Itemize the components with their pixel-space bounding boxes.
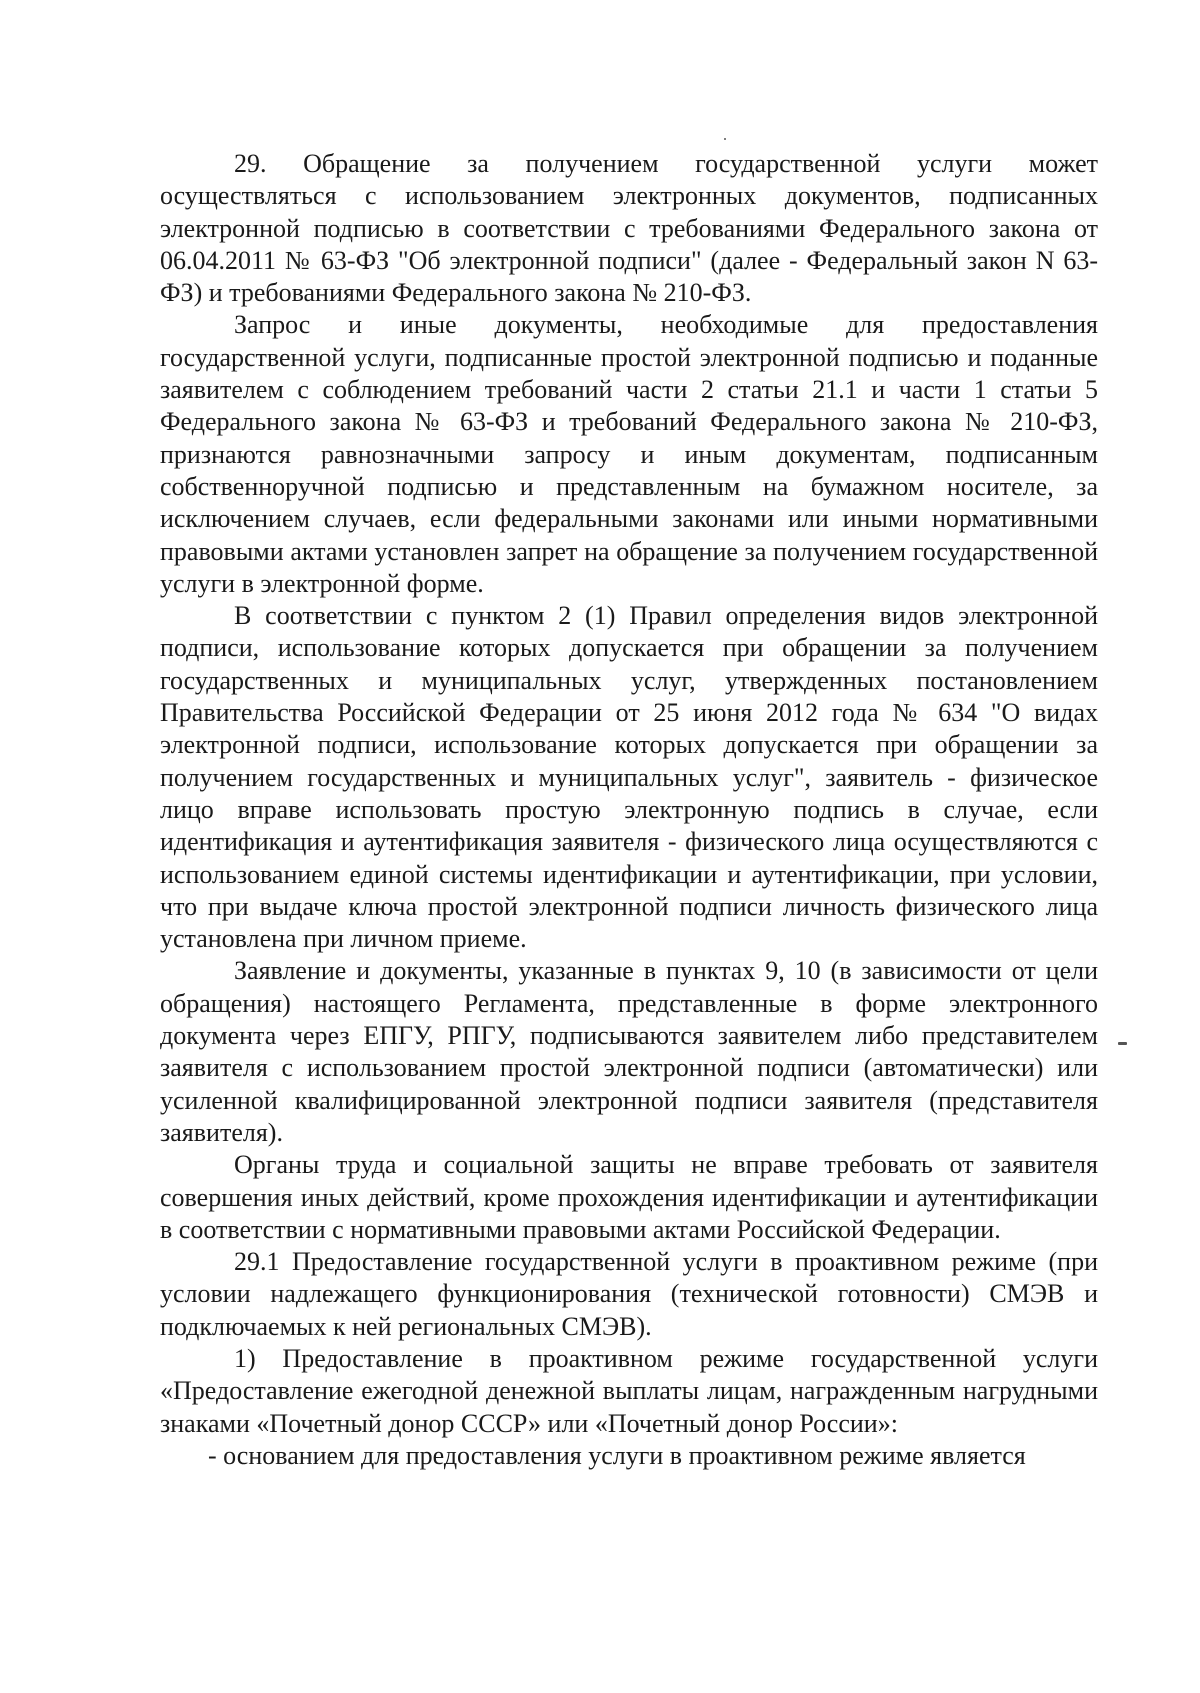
paragraph-application-signing: Заявление и документы, указанные в пунктах 9, 10 (в зависимости от цели обращения) настоящего Регламента, представленные в форме электронного документа через ЕПГУ, РПГУ, подписываются заявителем либо представителем заявителя с использованием простой электронной подписи (автоматически) или усиленной квалифицированной электронной подписи заявителя (представителя заявителя). bbox=[160, 956, 1098, 1147]
paragraph-request-documents: Запрос и иные документы, необходимые для предоставления государственной услуги, подписанные простой электронной подписью и поданные заявителем с соблюдением требований части 2 статьи 21.1 и части 1 статьи 5 Федерального закона № 63-ФЗ и требований Федерального закона № 210-ФЗ, признаются равнозначными запросу и иным документам, подписанным собственноручной подписью и представленным на бумажном носителе, за исключением случаев, если федеральными законами или иными нормативными правовыми актами установлен запрет на обращение за получением государственной услуги в электронной форме. bbox=[160, 310, 1098, 598]
paragraph-authorities-restriction: Органы труда и социальной защиты не вправе требовать от заявителя совершения иных действий, кроме прохождения идентификации и аутентификации в соответствии с нормативными правовыми актами Российской Федерации. bbox=[160, 1150, 1098, 1244]
document-body bbox=[160, 148, 1098, 1472]
paragraph-electronic-signature-rules: В соответствии с пунктом 2 (1) Правил определения видов электронной подписи, использование которых допускается при обращении за получением государственных и муниципальных услуг, утвержденных постановлением Правительства Российской Федерации от 25 июня 2012 года № 634 "О видах электронной подписи, использование которых допускается при обращении за получением государственных и муниципальных услуг", заявитель - физическое лицо вправе использовать простую электронную подпись в случае, если идентификация и аутентификация заявителя - физического лица осуществляются с использованием единой системы идентификации и аутентификации, при условии, что при выдаче ключа простой электронной подписи личность физического лица установлена при личном приеме. bbox=[160, 601, 1098, 954]
paragraph-29: 29. Обращение за получением государственной услуги может осуществляться с использованием электронных документов, подписанных электронной подписью в соответствии с требованиями Федерального закона от 06.04.2011 № 63-ФЗ "Об электронной подписи" (далее - Федеральный закон N 63-ФЗ) и требованиями Федерального закона № 210-ФЗ. bbox=[160, 149, 1098, 308]
paragraph-proactive-basis: - основанием для предоставления услуги в проактивном режиме является bbox=[208, 1440, 1026, 1470]
paragraph-29-1: 29.1 Предоставление государственной услуги в проактивном режиме (при условии надлежащего функционирования (технической готовности) СМЭВ и подключаемых к ней региональных СМЭВ). bbox=[160, 1247, 1098, 1341]
paragraph-proactive-service: 1) Предоставление в проактивном режиме государственной услуги «Предоставление ежегодной денежной выплаты лицам, награжденным нагрудными знаками «Почетный донор СССР» или «Почетный донор России»: bbox=[160, 1343, 1098, 1438]
scan-speck bbox=[724, 138, 726, 140]
scan-mark bbox=[1118, 1042, 1127, 1045]
